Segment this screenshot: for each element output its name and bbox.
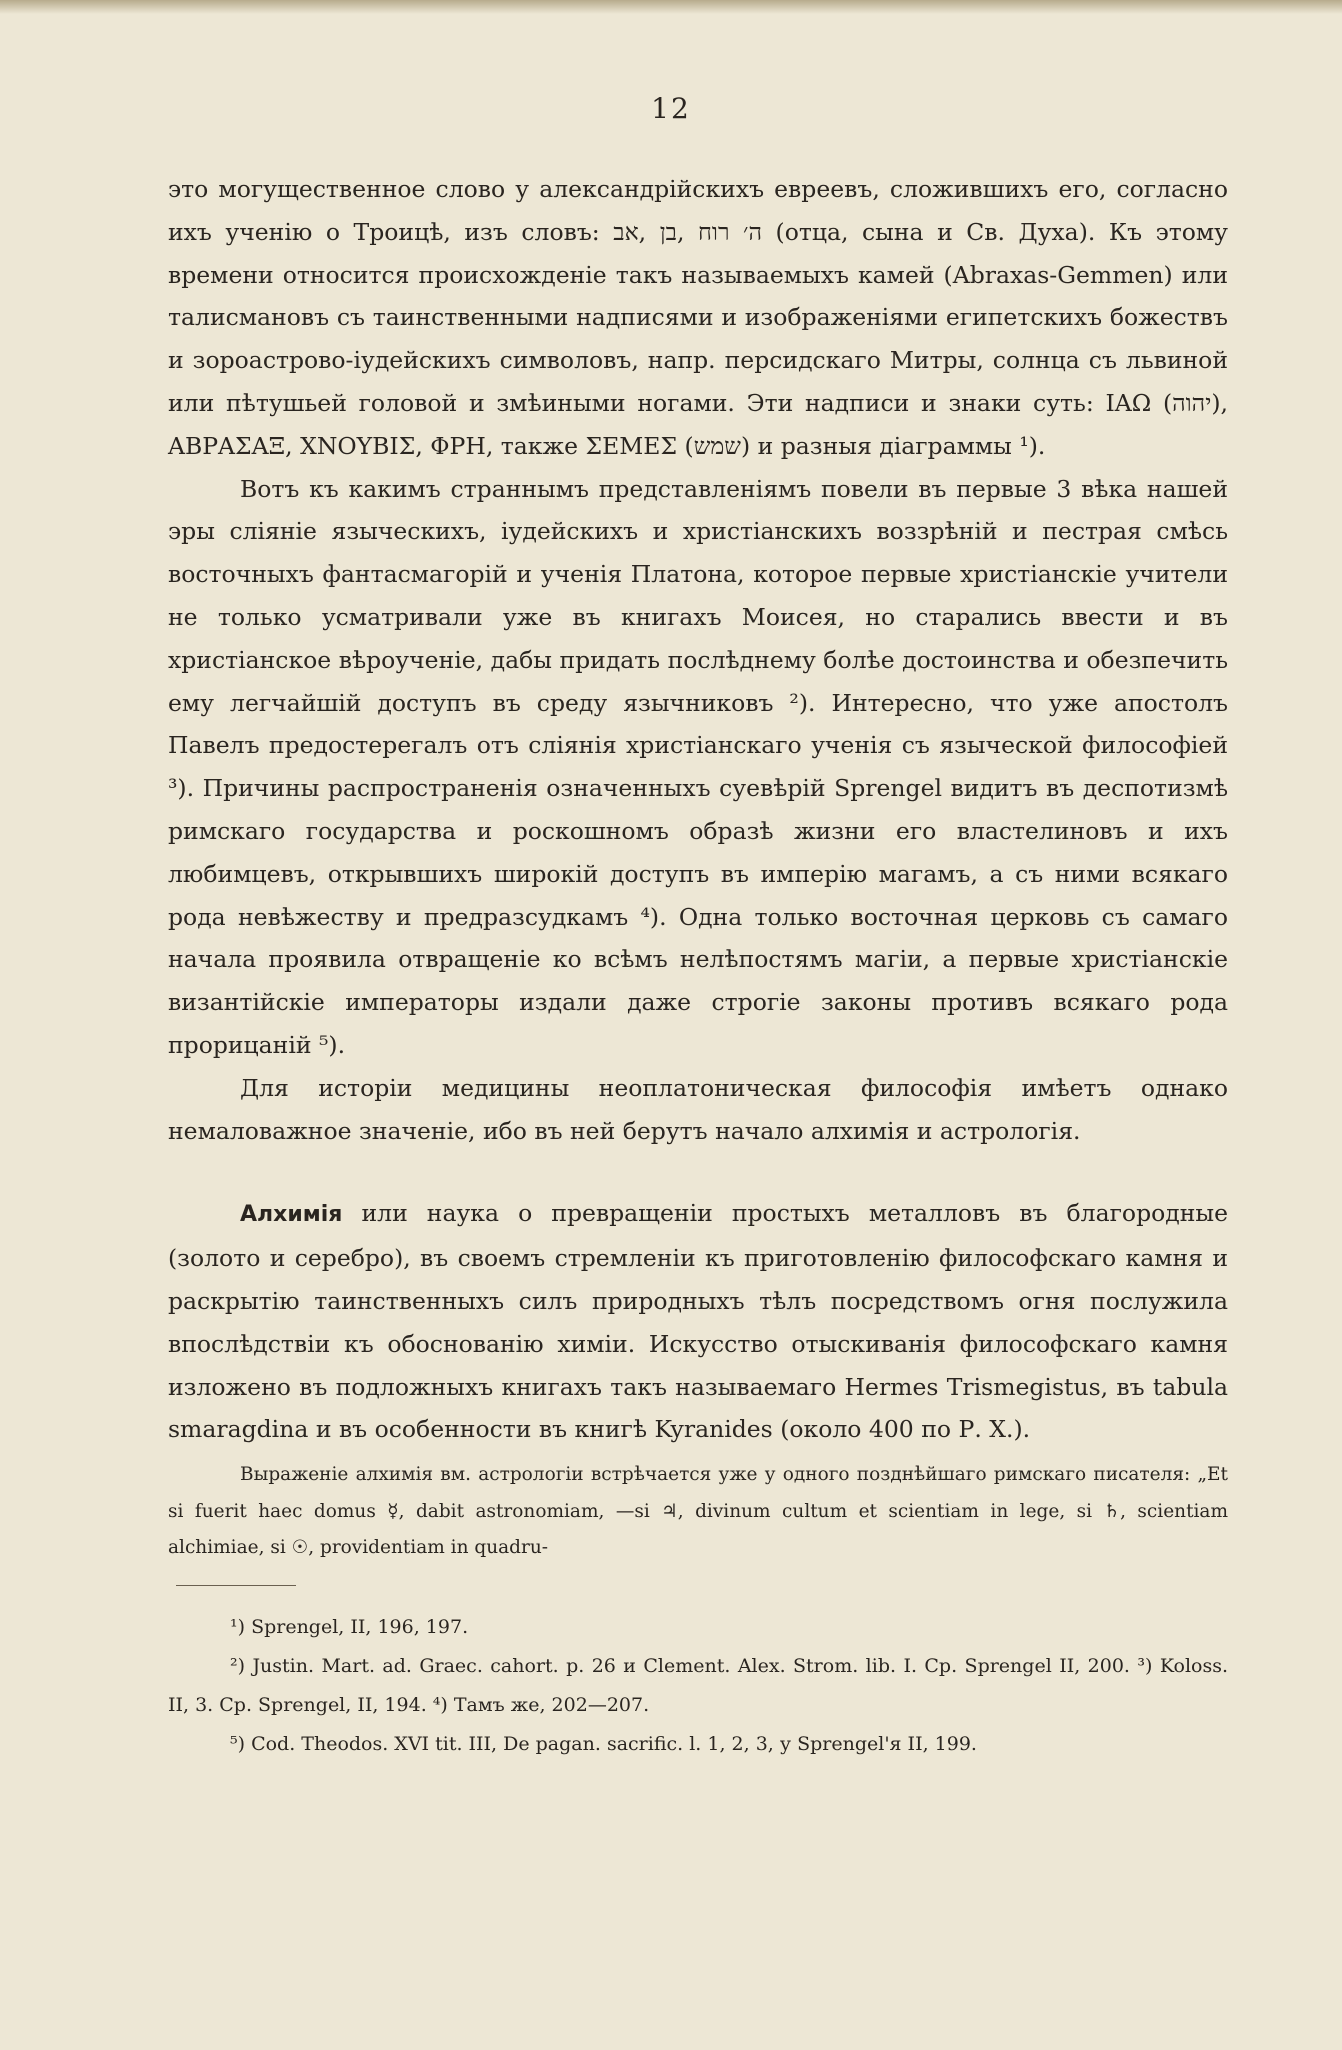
paragraph-1: это могущественное слово у александрійскихъ евреевъ, сложившихъ его, согласно ихъ ученію о Троицѣ, изъ словъ: ה׳ רוח ,בן ,אב (отца, сына и Св. Духа). Къ этому времени относится происхожденіе такъ называемыхъ камей (Abraxas-Gemmen) или талисмановъ съ таинственными надписями и изображеніями египетскихъ божествъ и зороастрово-іудейскихъ символовъ, напр. персидскаго Митры, солнца съ львиной или пѣтушьей головой и змѣиными ногами. Эти надписи и знаки суть: ΙΑΩ (יהוה), ΑΒΡΑΣΑΞ, ΧΝΟΥΒΙΣ, ΦΡΗ, также ΣΕΜΕΣ (שמש) и разныя діаграммы ¹). [168,175,1228,460]
paragraph-2: Вотъ къ какимъ страннымъ представленіямъ повели въ первые 3 вѣка нашей эры сліяніе языческихъ, іудейскихъ и христіанскихъ воззрѣній и пестрая смѣсь восточныхъ фантасмагорій и ученія Платона, которое первые христіанскіе учители не только усматривали уже въ книгахъ Моисея, но старались ввести и въ христіанское вѣроученіе, дабы придать послѣднему болѣе достоинства и обезпечить ему легчайшій доступъ въ среду язычниковъ ²). Интересно, что уже апостолъ Павелъ предостерегалъ отъ сліянія христіанскаго ученія съ языческой философіей ³). Причины распространенія означенныхъ суевѣрій Sprengel видитъ въ деспотизмѣ римскаго государства и роскошномъ образѣ жизни его властелиновъ и ихъ любимцевъ, открывшихъ широкій доступъ въ имперію магамъ, а съ ними всякаго рода невѣжеству и предразсудкамъ ⁴). Одна только восточная церковь съ самаго начала проявила отвращеніе ко всѣмъ нелѣпостямъ магіи, а первые христіанскіе византійскіе императоры издали даже строгіе законы противъ всякаго рода прорицаній ⁵). [168,474,1228,1059]
footnote-divider [176,1585,296,1587]
small-print-note: Выраженіе алхимія вм. астрологіи встрѣчается уже у одного позднѣйшаго римскаго писателя: „Et si fuerit haec domus ☿, dabit astronomiam, —si ♃, divinum cultum et scientiam in lege, si ♄, scientiam alchimiae, si ☉, providentiam in quadru- [168,1464,1228,1559]
footnote-5: ⁵) Cod. Theodos. XVI tit. III, De pagan. sacrific. l. 1, 2, 3, у Sprengel'я II, 199. [230,1732,977,1755]
page-edge-shadow [0,0,1342,14]
footnote-1: ¹) Sprengel, II, 196, 197. [230,1616,469,1639]
footnote-2: ²) Justin. Mart. ad. Graec. cahort. p. 26 и Clement. Alex. Strom. lib. I. Ср. Sprengel II, 200. ³) Koloss. II, 3. Ср. Sprengel, II, 194. ⁴) Тамъ же, 202—207. [168,1654,1228,1716]
footnotes [168,1608,1228,1763]
alchemy-paragraph [168,1192,1228,1451]
main-text [168,168,1228,1763]
paragraph-3: Для исторіи медицины неоплатоническая философія имѣетъ однако немаловажное значеніе, ибо въ ней берутъ начало алхимія и астрологія. [168,1073,1228,1145]
alchemy-text: или наука о превращеніи простыхъ металловъ въ благородные (золото и серебро), въ своемъ стремленіи къ приготовленію философскаго камня и раскрытію таинственныхъ силъ природныхъ тѣлъ посредствомъ огня послужила впослѣдствіи къ обоснованію химіи. Искусство отыскиванія философскаго камня изложено въ подложныхъ книгахъ такъ называемаго Hermes Trismegistus, въ tabula smaragdina и въ особенности въ книгѣ Kyranides (около 400 по Р. Х.). [168,1199,1228,1444]
page-number: 12 [651,92,691,125]
alchemy-term: Алхимія [240,1202,343,1228]
